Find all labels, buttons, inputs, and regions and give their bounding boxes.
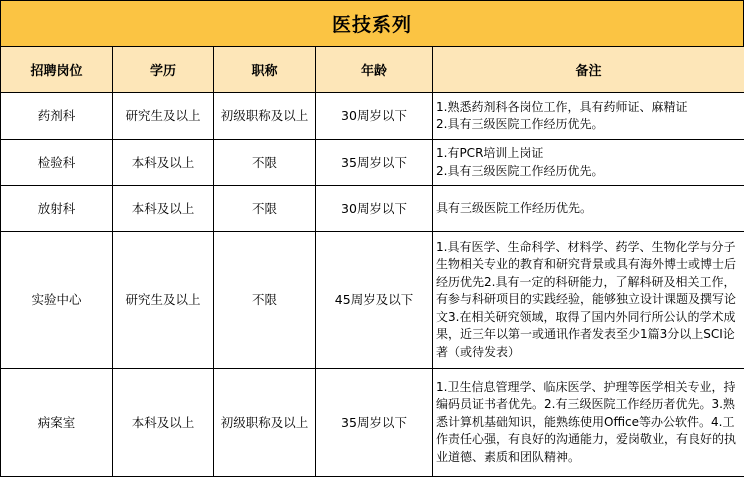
cell-title-rank: 初级职称及以上 (214, 369, 316, 477)
cell-notes: 1.卫生信息管理学、临床医学、护理等医学相关专业，持编码员证书者优先。2.有三级医院工作经历者优先。3.熟悉计算机基础知识，能熟练使用Office等办公软件。4.工作责任心强，有良好的沟通能力，爱岗敬业，有良好的执业道德、素质和团队精神。 (433, 369, 744, 477)
cell-education: 本科及以上 (113, 369, 214, 477)
cell-position: 实验中心 (1, 232, 113, 369)
table-row (1, 93, 744, 140)
table-row (1, 232, 744, 369)
cell-age: 45周岁及以下 (316, 232, 433, 369)
header-notes: 备注 (433, 47, 744, 93)
header-education: 学历 (113, 47, 214, 93)
header-position: 招聘岗位 (1, 47, 113, 93)
cell-notes: 具有三级医院工作经历优先。 (433, 186, 744, 232)
cell-age: 35周岁以下 (316, 140, 433, 186)
cell-education: 研究生及以上 (113, 93, 214, 140)
cell-title-rank: 初级职称及以上 (214, 93, 316, 140)
cell-position: 病案室 (1, 369, 113, 477)
cell-title-rank: 不限 (214, 140, 316, 186)
cell-title-rank: 不限 (214, 232, 316, 369)
cell-age: 35周岁以下 (316, 369, 433, 477)
cell-education: 研究生及以上 (113, 232, 214, 369)
cell-age: 30周岁以下 (316, 93, 433, 140)
recruitment-table (0, 46, 744, 477)
sheet-title: 医技系列 (0, 0, 744, 47)
cell-notes: 1.有PCR培训上岗证 2.具有三级医院工作经历优先。 (433, 140, 744, 186)
header-row (1, 47, 744, 93)
cell-position: 检验科 (1, 140, 113, 186)
cell-position: 药剂科 (1, 93, 113, 140)
cell-notes: 1.熟悉药剂科各岗位工作，具有药师证、麻精证 2.具有三级医院工作经历优先。 (433, 93, 744, 140)
cell-education: 本科及以上 (113, 186, 214, 232)
table-row (1, 140, 744, 186)
cell-notes: 1.具有医学、生命科学、材料学、药学、生物化学与分子生物相关专业的教育和研究背景或具有海外博士或博士后经历优先2.具有一定的科研能力，了解科研及相关工作，有参与科研项目的实践经验，能够独立设计课题及撰写论文3.在相关研究领域，取得了国内外同行所公认的学术成果，近三年以第一或通讯作者发表至少1篇3分以上SCI论著（或待发表） (433, 232, 744, 369)
header-age: 年龄 (316, 47, 433, 93)
cell-title-rank: 不限 (214, 186, 316, 232)
table-row (1, 369, 744, 477)
cell-age: 30周岁以下 (316, 186, 433, 232)
table-row (1, 186, 744, 232)
cell-position: 放射科 (1, 186, 113, 232)
cell-education: 本科及以上 (113, 140, 214, 186)
header-title-rank: 职称 (214, 47, 316, 93)
